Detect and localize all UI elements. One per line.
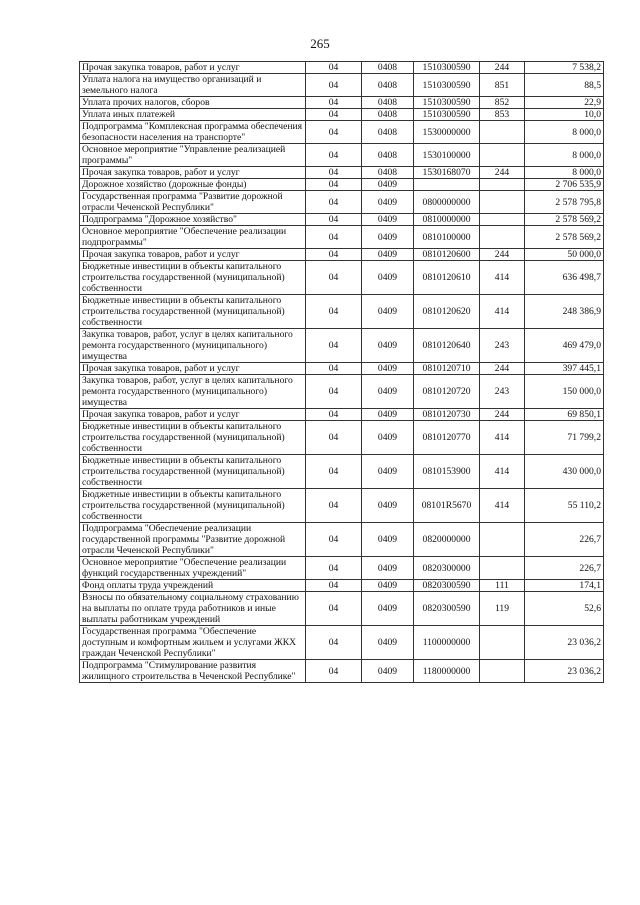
row-expense-type: 851 — [480, 74, 525, 97]
row-target-code: 1180000000 — [414, 660, 480, 683]
row-expense-type — [480, 191, 525, 214]
page-number: 265 — [310, 36, 330, 51]
row-subsection: 0408 — [362, 74, 414, 97]
row-amount: 226,7 — [525, 523, 604, 557]
table-row — [80, 121, 604, 144]
row-name: Уплата иных платежей — [80, 109, 306, 121]
row-target-code: 1530100000 — [414, 144, 480, 167]
row-section: 04 — [306, 249, 362, 261]
table-row — [80, 363, 604, 375]
row-subsection: 0408 — [362, 121, 414, 144]
row-name: Бюджетные инвестиции в объекты капитального строительства государственной (муниципальной) собственности — [80, 295, 306, 329]
row-target-code: 1510300590 — [414, 74, 480, 97]
row-subsection: 0409 — [362, 375, 414, 409]
table-row — [80, 249, 604, 261]
table-row — [80, 580, 604, 592]
row-section: 04 — [306, 660, 362, 683]
row-subsection: 0408 — [362, 97, 414, 109]
row-amount: 636 498,7 — [525, 261, 604, 295]
row-target-code: 0810120710 — [414, 363, 480, 375]
row-name: Подпрограмма "Комплексная программа обеспечения безопасности населения на транспорте" — [80, 121, 306, 144]
row-name: Дорожное хозяйство (дорожные фонды) — [80, 179, 306, 191]
table-row — [80, 226, 604, 249]
row-name: Фонд оплаты труда учреждений — [80, 580, 306, 592]
row-section: 04 — [306, 421, 362, 455]
row-section: 04 — [306, 261, 362, 295]
row-amount: 8 000,0 — [525, 121, 604, 144]
row-expense-type: 244 — [480, 167, 525, 179]
row-target-code: 0820300590 — [414, 580, 480, 592]
row-amount: 174,1 — [525, 580, 604, 592]
row-subsection: 0409 — [362, 363, 414, 375]
row-expense-type — [480, 226, 525, 249]
row-target-code: 1510300590 — [414, 97, 480, 109]
table-row — [80, 592, 604, 626]
row-section: 04 — [306, 557, 362, 580]
row-subsection: 0409 — [362, 295, 414, 329]
row-expense-type: 244 — [480, 249, 525, 261]
row-name: Бюджетные инвестиции в объекты капитального строительства государственной (муниципальной) собственности — [80, 455, 306, 489]
row-section: 04 — [306, 97, 362, 109]
table-row — [80, 523, 604, 557]
row-subsection: 0409 — [362, 580, 414, 592]
row-expense-type: 243 — [480, 329, 525, 363]
row-expense-type — [480, 626, 525, 660]
row-target-code: 1530000000 — [414, 121, 480, 144]
row-name: Государственная программа "Обеспечение доступным и комфортным жильем и услугами ЖКХ граждан Чеченской Республики" — [80, 626, 306, 660]
row-expense-type — [480, 144, 525, 167]
row-section: 04 — [306, 144, 362, 167]
row-target-code: 0810120730 — [414, 409, 480, 421]
table-row — [80, 329, 604, 363]
row-expense-type — [480, 660, 525, 683]
row-section: 04 — [306, 523, 362, 557]
row-target-code: 08101R5670 — [414, 489, 480, 523]
table-row — [80, 214, 604, 226]
table-row — [80, 421, 604, 455]
row-subsection: 0409 — [362, 592, 414, 626]
row-section: 04 — [306, 455, 362, 489]
row-target-code: 1530168070 — [414, 167, 480, 179]
row-amount: 23 036,2 — [525, 660, 604, 683]
row-target-code: 0810120640 — [414, 329, 480, 363]
row-subsection: 0408 — [362, 167, 414, 179]
row-section: 04 — [306, 375, 362, 409]
row-target-code: 0800000000 — [414, 191, 480, 214]
row-name: Бюджетные инвестиции в объекты капитального строительства государственной (муниципальной) собственности — [80, 489, 306, 523]
row-section: 04 — [306, 626, 362, 660]
row-target-code: 1510300590 — [414, 109, 480, 121]
row-subsection: 0408 — [362, 109, 414, 121]
row-amount: 55 110,2 — [525, 489, 604, 523]
row-section: 04 — [306, 363, 362, 375]
row-target-code: 0810120620 — [414, 295, 480, 329]
row-name: Уплата налога на имущество организаций и земельного налога — [80, 74, 306, 97]
row-subsection: 0409 — [362, 191, 414, 214]
row-expense-type: 853 — [480, 109, 525, 121]
row-expense-type: 244 — [480, 363, 525, 375]
row-name: Бюджетные инвестиции в объекты капитального строительства государственной (муниципальной) собственности — [80, 261, 306, 295]
row-expense-type: 852 — [480, 97, 525, 109]
row-section: 04 — [306, 214, 362, 226]
row-section: 04 — [306, 329, 362, 363]
row-amount: 71 799,2 — [525, 421, 604, 455]
row-amount: 430 000,0 — [525, 455, 604, 489]
row-amount: 23 036,2 — [525, 626, 604, 660]
table-row — [80, 660, 604, 683]
row-amount: 50 000,0 — [525, 249, 604, 261]
row-expense-type: 244 — [480, 62, 525, 74]
row-expense-type — [480, 214, 525, 226]
row-name: Основное мероприятие "Обеспечение реализации функций государственных учреждений" — [80, 557, 306, 580]
table-row — [80, 455, 604, 489]
row-name: Прочая закупка товаров, работ и услуг — [80, 167, 306, 179]
row-name: Прочая закупка товаров, работ и услуг — [80, 363, 306, 375]
row-expense-type — [480, 121, 525, 144]
row-subsection: 0409 — [362, 489, 414, 523]
row-subsection: 0409 — [362, 409, 414, 421]
table-row — [80, 62, 604, 74]
row-name: Основное мероприятие "Обеспечение реализации подпрограммы" — [80, 226, 306, 249]
row-amount: 7 538,2 — [525, 62, 604, 74]
row-expense-type: 244 — [480, 409, 525, 421]
row-amount: 69 850,1 — [525, 409, 604, 421]
row-subsection: 0409 — [362, 261, 414, 295]
table-row — [80, 179, 604, 191]
row-name: Прочая закупка товаров, работ и услуг — [80, 249, 306, 261]
row-name: Взносы по обязательному социальному страхованию на выплаты по оплате труда работников и иные выплаты работникам учреждений — [80, 592, 306, 626]
row-name: Закупка товаров, работ, услуг в целях капитального ремонта государственного (муниципального) имущества — [80, 329, 306, 363]
row-amount: 8 000,0 — [525, 144, 604, 167]
row-expense-type: 414 — [480, 455, 525, 489]
table-row — [80, 109, 604, 121]
row-section: 04 — [306, 580, 362, 592]
row-section: 04 — [306, 109, 362, 121]
row-section: 04 — [306, 74, 362, 97]
row-subsection: 0409 — [362, 249, 414, 261]
table-row — [80, 489, 604, 523]
table-row — [80, 557, 604, 580]
row-section: 04 — [306, 226, 362, 249]
row-amount: 2 578 569,2 — [525, 226, 604, 249]
row-expense-type: 119 — [480, 592, 525, 626]
row-subsection: 0409 — [362, 557, 414, 580]
row-target-code: 0810120610 — [414, 261, 480, 295]
row-name: Основное мероприятие "Управление реализацией программы" — [80, 144, 306, 167]
table-row — [80, 191, 604, 214]
table-row — [80, 144, 604, 167]
row-expense-type: 414 — [480, 421, 525, 455]
row-amount: 248 386,9 — [525, 295, 604, 329]
row-name: Прочая закупка товаров, работ и услуг — [80, 409, 306, 421]
row-target-code: 0810120770 — [414, 421, 480, 455]
row-expense-type: 414 — [480, 489, 525, 523]
row-section: 04 — [306, 179, 362, 191]
row-expense-type — [480, 523, 525, 557]
row-target-code: 0820300000 — [414, 557, 480, 580]
row-expense-type: 414 — [480, 261, 525, 295]
row-section: 04 — [306, 62, 362, 74]
budget-table — [79, 61, 604, 683]
row-subsection: 0409 — [362, 214, 414, 226]
row-name: Бюджетные инвестиции в объекты капитального строительства государственной (муниципальной) собственности — [80, 421, 306, 455]
row-section: 04 — [306, 191, 362, 214]
row-amount: 2 578 795,8 — [525, 191, 604, 214]
row-name: Уплата прочих налогов, сборов — [80, 97, 306, 109]
row-subsection: 0409 — [362, 523, 414, 557]
row-amount: 52,6 — [525, 592, 604, 626]
row-target-code: 0820300590 — [414, 592, 480, 626]
row-subsection: 0408 — [362, 62, 414, 74]
row-target-code — [414, 179, 480, 191]
row-subsection: 0409 — [362, 660, 414, 683]
row-section: 04 — [306, 592, 362, 626]
row-amount: 2 578 569,2 — [525, 214, 604, 226]
row-section: 04 — [306, 167, 362, 179]
row-target-code: 0810120600 — [414, 249, 480, 261]
row-amount: 22,9 — [525, 97, 604, 109]
row-subsection: 0409 — [362, 179, 414, 191]
row-subsection: 0409 — [362, 455, 414, 489]
table-row — [80, 167, 604, 179]
row-expense-type: 243 — [480, 375, 525, 409]
row-target-code: 0810153900 — [414, 455, 480, 489]
row-name: Закупка товаров, работ, услуг в целях капитального ремонта государственного (муниципального) имущества — [80, 375, 306, 409]
row-section: 04 — [306, 295, 362, 329]
row-amount: 2 706 535,9 — [525, 179, 604, 191]
table-row — [80, 74, 604, 97]
row-amount: 397 445,1 — [525, 363, 604, 375]
row-target-code: 0810120720 — [414, 375, 480, 409]
row-target-code: 1510300590 — [414, 62, 480, 74]
row-amount: 88,5 — [525, 74, 604, 97]
row-subsection: 0409 — [362, 226, 414, 249]
row-subsection: 0409 — [362, 329, 414, 363]
row-expense-type: 414 — [480, 295, 525, 329]
budget-table-body — [80, 62, 604, 683]
row-expense-type: 111 — [480, 580, 525, 592]
row-amount: 8 000,0 — [525, 167, 604, 179]
row-amount: 226,7 — [525, 557, 604, 580]
table-row — [80, 626, 604, 660]
row-name: Государственная программа "Развитие дорожной отрасли Чеченской Республики" — [80, 191, 306, 214]
row-section: 04 — [306, 121, 362, 144]
row-amount: 10,0 — [525, 109, 604, 121]
row-amount: 469 479,0 — [525, 329, 604, 363]
row-target-code: 0820000000 — [414, 523, 480, 557]
row-name: Подпрограмма "Обеспечение реализации государственной программы "Развитие дорожной отрасли Чеченской Республики" — [80, 523, 306, 557]
row-target-code: 1100000000 — [414, 626, 480, 660]
row-name: Подпрограмма "Стимулирование развития жилищного строительства в Чеченской Республике" — [80, 660, 306, 683]
row-subsection: 0409 — [362, 421, 414, 455]
row-section: 04 — [306, 489, 362, 523]
row-name: Прочая закупка товаров, работ и услуг — [80, 62, 306, 74]
table-row — [80, 409, 604, 421]
table-row — [80, 375, 604, 409]
table-row — [80, 261, 604, 295]
row-name: Подпрограмма "Дорожное хозяйство" — [80, 214, 306, 226]
row-expense-type — [480, 557, 525, 580]
row-target-code: 0810000000 — [414, 214, 480, 226]
row-target-code: 0810100000 — [414, 226, 480, 249]
row-expense-type — [480, 179, 525, 191]
row-section: 04 — [306, 409, 362, 421]
table-row — [80, 295, 604, 329]
table-row — [80, 97, 604, 109]
row-subsection: 0409 — [362, 626, 414, 660]
row-subsection: 0408 — [362, 144, 414, 167]
row-amount: 150 000,0 — [525, 375, 604, 409]
